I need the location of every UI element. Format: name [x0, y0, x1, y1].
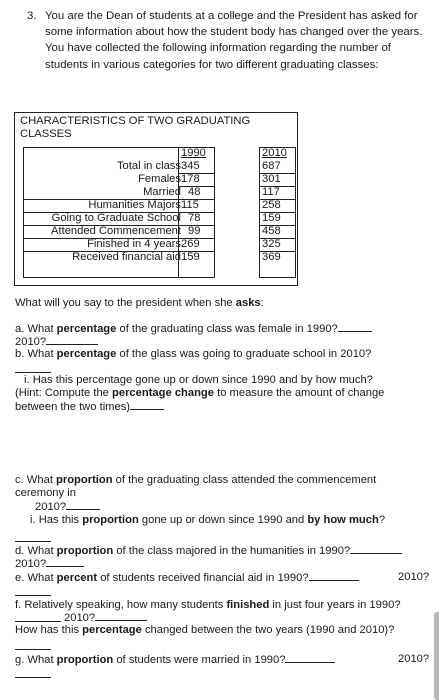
row-label: Going to Graduate School	[51, 212, 181, 224]
value-2010: 258	[262, 199, 281, 211]
answer-blank[interactable]	[46, 556, 84, 567]
question-g: g. What proportion of students were married in 1990?	[15, 652, 335, 668]
value-2010: 687	[262, 160, 281, 172]
question-d-2010: 2010?	[15, 556, 84, 572]
value-1990: 78	[188, 212, 201, 224]
question-b-i-hint-end: between the two times)	[15, 399, 164, 415]
table-row	[15, 225, 297, 238]
page-edge-shadow	[434, 612, 439, 700]
table-row	[15, 173, 297, 186]
question-d: d. What proportion of the class majored in the humanities in 1990?	[15, 543, 402, 559]
value-2010: 159	[262, 212, 281, 224]
table-row	[15, 160, 297, 173]
question-a: a. What percentage of the graduating class was female in 1990?	[15, 321, 372, 337]
answer-blank[interactable]	[338, 321, 372, 332]
value-1990: 99	[188, 225, 201, 237]
question-f: f. Relatively speaking, how many students finished in just four years in 1990?	[15, 599, 401, 611]
answer-blank[interactable]	[66, 499, 100, 510]
answer-blank[interactable]	[15, 621, 61, 622]
problem-number: 3.	[27, 10, 37, 22]
row-label: Married	[143, 186, 181, 198]
question-a-2010: 2010?	[15, 334, 98, 350]
question-b: b. What percentage of the glass was going to graduate school in 2010?	[15, 348, 372, 360]
table-header-row	[15, 147, 297, 160]
question-e: e. What percent of students received financial aid in 1990?	[15, 570, 359, 586]
lead-question: What will you say to the president when she asks:	[15, 297, 264, 309]
value-1990: 178	[181, 173, 200, 185]
value-1990: 345	[181, 160, 200, 172]
answer-blank[interactable]	[15, 595, 51, 596]
question-b-i: i. Has this percentage gone up or down since 1990 and by how much?	[24, 374, 373, 386]
table-title: CHARACTERISTICS OF TWO GRADUATING CLASSES	[20, 115, 251, 140]
value-1990: 269	[181, 238, 200, 250]
question-f-change: How has this percentage changed between the two years (1990 and 2010)?	[15, 624, 395, 636]
row-label: Females	[138, 173, 181, 185]
answer-blank[interactable]	[285, 652, 335, 663]
value-2010: 369	[262, 251, 281, 263]
problem-intro	[27, 8, 427, 73]
table-row	[15, 238, 297, 251]
table-row	[15, 186, 297, 199]
answer-blank[interactable]	[130, 399, 164, 410]
value-1990: 48	[188, 186, 201, 198]
answer-blank[interactable]	[95, 610, 147, 621]
row-label: Total in class	[116, 160, 181, 172]
row-label: Attended Commencement	[51, 225, 181, 237]
value-2010: 301	[262, 173, 281, 185]
question-c-i: i. Has this proportion gone up or down since 1990 and by how much?	[30, 514, 386, 526]
value-1990: 159	[181, 251, 200, 263]
question-c-line2: ceremony in	[15, 487, 76, 499]
value-2010: 117	[262, 186, 280, 198]
col-1990-header: 1990	[181, 147, 206, 159]
question-e-2010: 2010?	[398, 571, 430, 583]
question-c: c. What proportion of the graduating class attended the commencement	[15, 474, 377, 486]
question-f-2010: 2010?	[64, 610, 147, 626]
value-1990: 115	[181, 199, 199, 211]
row-label: Finished in 4 years	[87, 238, 181, 250]
answer-blank[interactable]	[15, 541, 51, 542]
row-label: Humanities Majors	[88, 199, 181, 211]
question-b-i-hint: (Hint: Compute the percentage change to measure the amount of change	[15, 387, 385, 399]
question-c-2010: 2010?	[35, 499, 100, 515]
answer-blank[interactable]	[15, 677, 51, 678]
value-2010: 325	[262, 238, 281, 250]
table-row	[15, 212, 297, 225]
answer-blank[interactable]	[350, 543, 402, 554]
table-row	[15, 199, 297, 212]
table-row	[15, 251, 297, 264]
answer-blank[interactable]	[15, 649, 51, 650]
problem-text: You are the Dean of students at a college and the President has asked for some information about how the student body has changed over the years. You have collected the following information regarding the number of students in various categories for two different graduating classes:	[45, 10, 423, 71]
value-2010: 458	[262, 225, 281, 237]
answer-blank[interactable]	[309, 570, 359, 581]
col-2010-header: 2010	[262, 147, 287, 159]
row-label: Received financial aid	[72, 251, 181, 263]
characteristics-table	[14, 112, 298, 286]
answer-blank[interactable]	[46, 334, 98, 345]
question-g-2010: 2010?	[398, 653, 430, 665]
